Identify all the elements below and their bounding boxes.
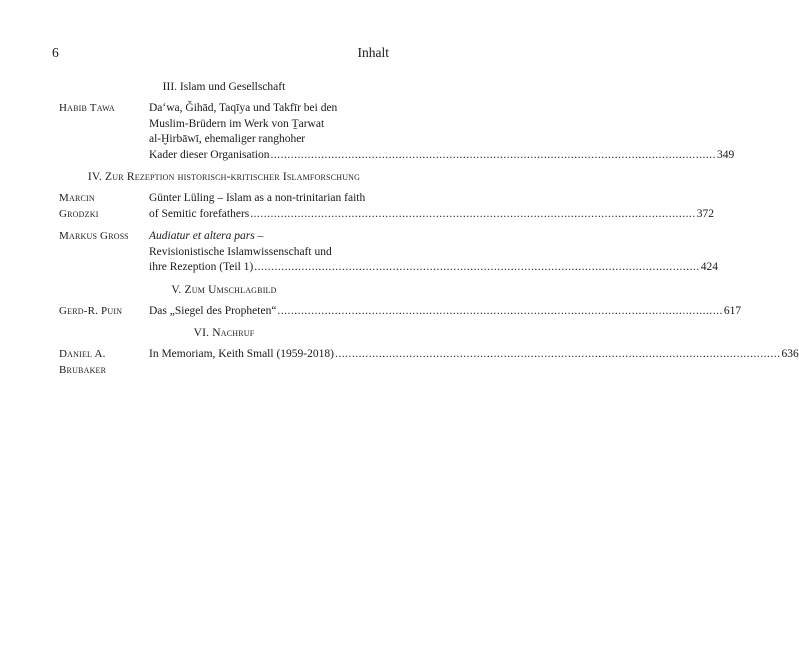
dot-leader: [335, 347, 781, 363]
entry-title: [149, 304, 741, 320]
title-line: Muslim-Brüdern im Werk von Ṯarwat: [149, 117, 325, 130]
title-line: Da‘wa, Ǧihād, Taqīya und Takfīr bei den: [149, 102, 338, 114]
title-last-line: [149, 148, 734, 164]
author-name: Habib Tawa: [59, 102, 115, 114]
title-last-line: [149, 207, 714, 223]
page-header: [52, 45, 389, 63]
author-name: Daniel A.: [59, 348, 106, 360]
running-title: Inhalt: [357, 45, 389, 60]
title-last-line: [149, 304, 741, 320]
title-line: ihre Rezeption (Teil 1): [149, 261, 254, 273]
section-heading: V. Zum Umschlagbild: [171, 283, 277, 296]
toc-entry: [59, 229, 719, 276]
author-name: Brubaker: [59, 363, 107, 376]
title-line: Kader dieser Organisation: [149, 148, 270, 161]
author-name: Gerd-R. Puin: [59, 304, 123, 317]
entry-author: [59, 191, 149, 222]
dot-leader: [250, 207, 696, 223]
entry-page-number: 372: [696, 207, 715, 220]
title-line: Revisionistische Islamwissenschaft und: [149, 245, 332, 258]
toc-content: [59, 80, 799, 385]
entry-title: [149, 101, 734, 163]
section-heading: VI. Nachruf: [193, 327, 255, 339]
toc-entry: [59, 191, 715, 222]
dot-leader: [271, 148, 717, 164]
section-heading: III. Islam und Gesellschaft: [162, 81, 286, 93]
entry-author: [59, 347, 149, 378]
entry-author: [59, 304, 149, 320]
entry-page-number: 636: [781, 348, 799, 360]
title-line: al-Ḫirbāwī, ehemaliger ranghoher: [149, 133, 306, 145]
entry-title: [149, 191, 714, 222]
entry-page-number: 349: [717, 148, 735, 161]
entry-page-number: 424: [700, 261, 719, 273]
title-line: Günter Lüling – Islam as a non-trinitarian faith: [149, 192, 366, 204]
toc-entry: [59, 347, 799, 378]
entry-author: [59, 101, 149, 163]
title-last-line: [149, 347, 799, 363]
page-number: 6: [52, 45, 59, 60]
section-heading: IV. Zur Rezeption historisch-kritischer Islamforschung: [87, 171, 361, 183]
author-name: Grodzki: [59, 207, 99, 220]
dot-leader: [277, 304, 723, 320]
author-name: Markus Groß: [59, 230, 129, 242]
toc-entry: [59, 101, 735, 163]
title-last-line: [149, 260, 718, 276]
entry-title: [149, 229, 718, 276]
author-name: Marcin: [59, 192, 95, 204]
entry-title: [149, 347, 799, 378]
title-line: Das „Siegel des Propheten“: [149, 304, 277, 317]
entry-author: [59, 229, 149, 276]
title-line-italic: Audiatur et altera pars –: [149, 230, 264, 242]
title-line: In Memoriam, Keith Small (1959-2018): [149, 348, 334, 360]
toc-entry: [59, 304, 742, 320]
title-line: of Semitic forefathers: [149, 207, 250, 220]
entry-page-number: 617: [723, 304, 742, 317]
dot-leader: [254, 260, 700, 276]
